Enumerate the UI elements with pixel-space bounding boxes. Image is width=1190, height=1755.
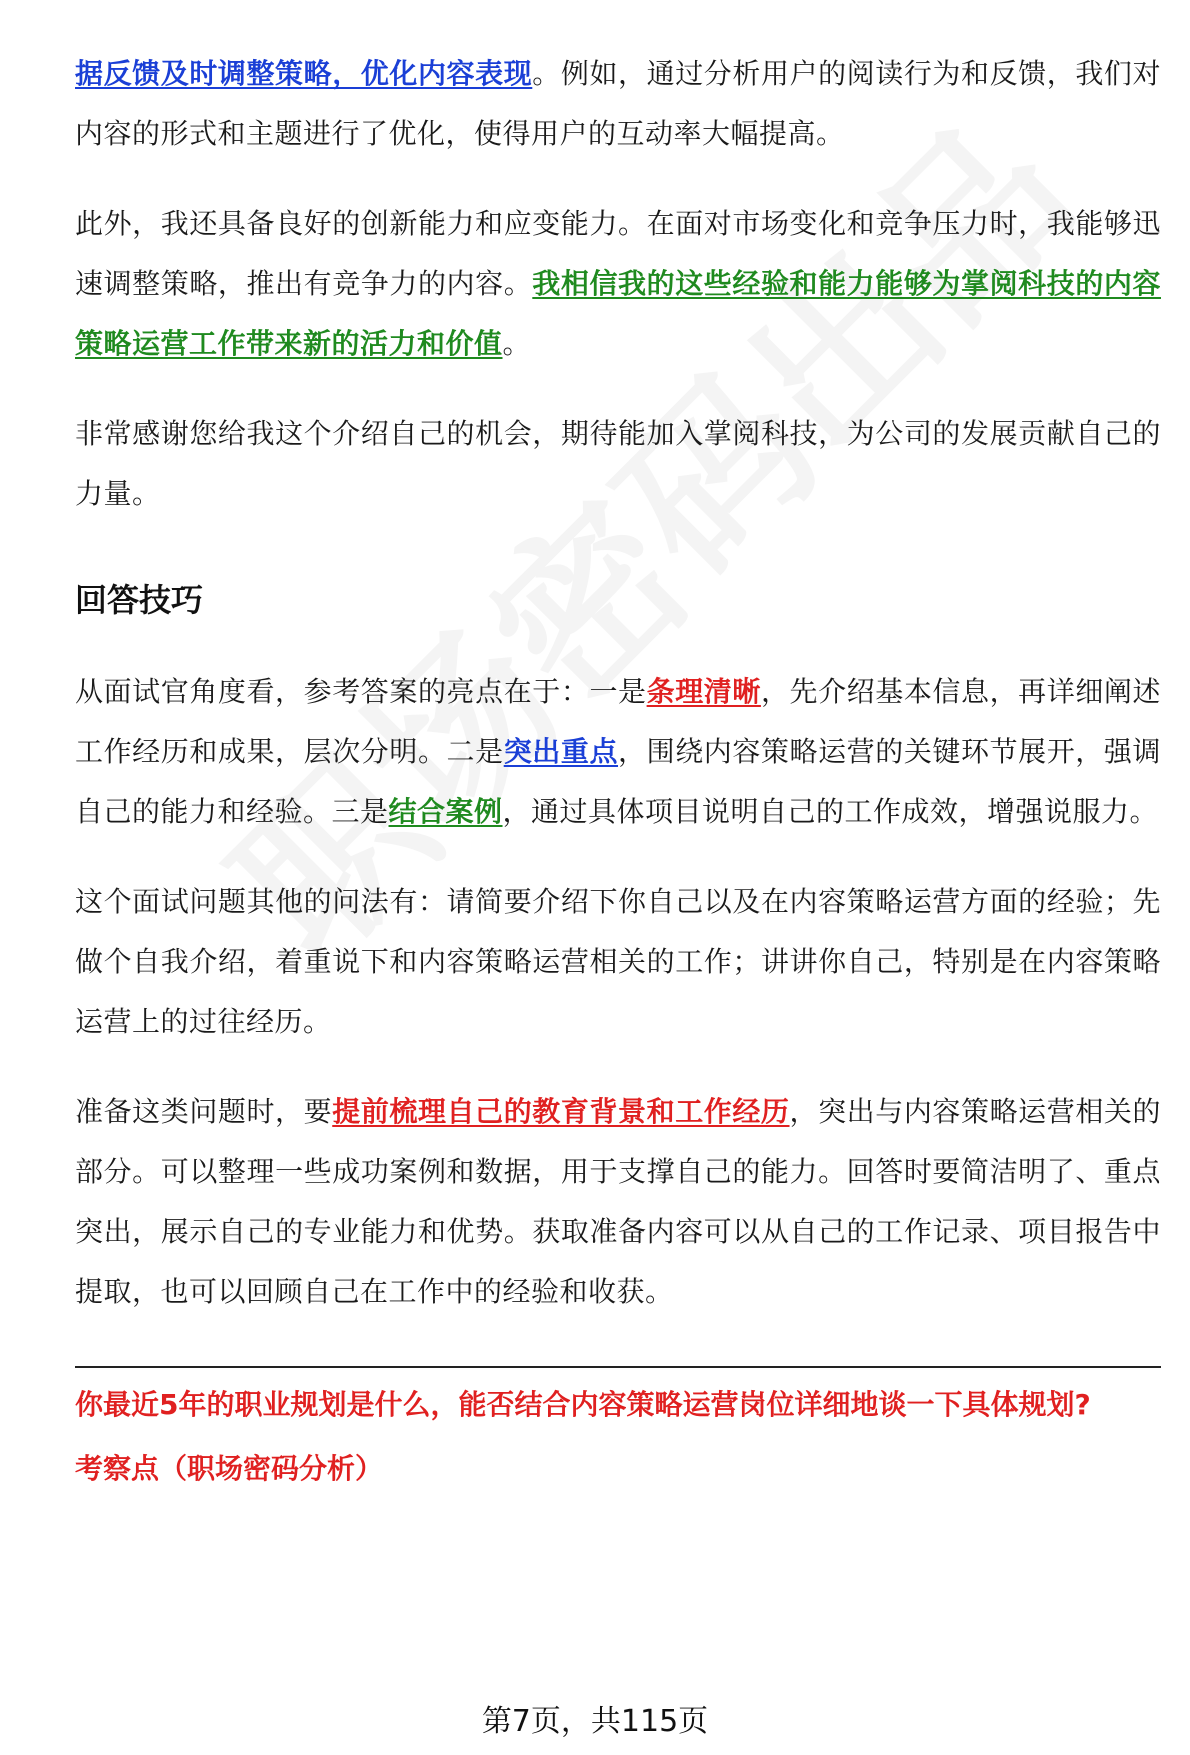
section-title: 回答技巧 <box>75 581 204 619</box>
document-page <box>75 44 1161 1486</box>
divider <box>75 1366 1161 1368</box>
analysis-label: 考察点（职场密码分析） <box>75 1452 384 1485</box>
paragraph-text: ，先介绍基本信息，再详细阐述工作经历和成果，层次分明。二是 <box>75 675 1161 768</box>
highlight-blue: 突出重点 <box>503 735 619 768</box>
paragraph-end: 。 <box>502 327 532 360</box>
paragraph-text: 这个面试问题其他的问法有：请简要介绍下你自己以及在内容策略运营方面的经验；先做个自我介绍，着重说下和内容策略运营相关的工作；讲讲你自己，特别是在内容策略运营上的过往经历。 <box>75 885 1161 1038</box>
paragraph-text: 非常感谢您给我这个介绍自己的机会，期待能加入掌阅科技，为公司的发展贡献自己的力量。 <box>75 417 1161 510</box>
question-heading: 你最近5年的职业规划是什么，能否结合内容策略运营岗位详细地谈一下具体规划? <box>75 1388 1091 1421</box>
paragraph-text: 从面试官角度看，参考答案的亮点在于：一是 <box>75 675 647 708</box>
highlight-green: 我相信我的这些经验和能力能够为掌阅科技的内容策略运营工作带来新的活力和价值 <box>75 267 1161 360</box>
page-footer: 第7页，共115页 <box>481 1704 709 1739</box>
paragraph-highlights <box>75 662 1161 842</box>
paragraph-thanks <box>75 404 1161 524</box>
paragraph-text: ，围绕内容策略运营的关键环节展开，强调自己的能力和经验。三是 <box>75 735 1161 828</box>
paragraph-alternatives <box>75 872 1161 1052</box>
paragraph-text: 准备这类问题时，要 <box>75 1095 333 1128</box>
paragraph-text: ，突出与内容策略运营相关的部分。可以整理一些成功案例和数据，用于支撑自己的能力。回答时要简洁明了、重点突出，展示自己的专业能力和优势。获取准备内容可以从自己的工作记录、项目报告中提取，也可以回顾自己在工作中的经验和收获。 <box>75 1095 1161 1308</box>
highlight-red: 提前梳理自己的教育背景和工作经历 <box>332 1095 790 1128</box>
paragraph-strategy <box>75 44 1161 164</box>
paragraph-preparation <box>75 1082 1161 1322</box>
highlight-red: 条理清晰 <box>646 675 761 708</box>
highlight-green: 结合案例 <box>388 795 503 828</box>
paragraph-innovation <box>75 194 1161 374</box>
paragraph-text: ，通过具体项目说明自己的工作成效，增强说服力。 <box>502 795 1159 828</box>
highlight-blue: 据反馈及时调整策略，优化内容表现 <box>75 57 533 90</box>
paragraph-text: 。例如，通过分析用户的阅读行为和反馈，我们对内容的形式和主题进行了优化，使得用户的互动率大幅提高。 <box>75 57 1161 150</box>
paragraph-text: 此外，我还具备良好的创新能力和应变能力。在面对市场变化和竞争压力时，我能够迅速调整策略，推出有竞争力的内容。 <box>75 207 1161 300</box>
